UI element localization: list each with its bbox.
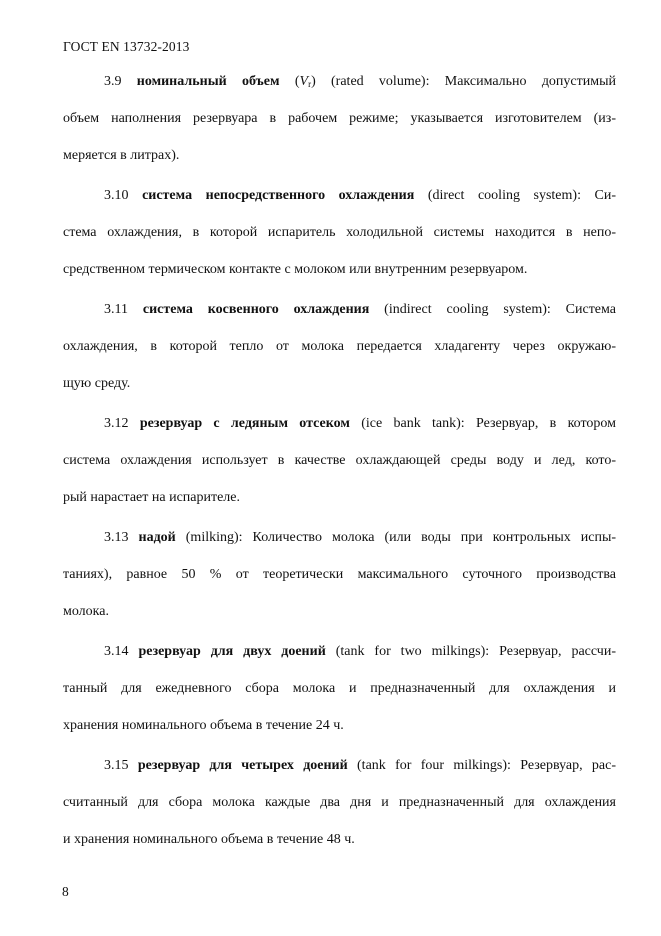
document-header: ГОСТ EN 13732-2013 — [63, 39, 190, 54]
definition-line: рый нарастает на испарителе. — [63, 490, 241, 505]
definition-first-line — [63, 519, 616, 556]
definition-line: танный для ежедневного сбора молока и предназначенный для охлаждения и — [63, 681, 616, 696]
definition-first-line — [63, 177, 616, 214]
definition-text: (tank for four milkings): Резервуар, рас- — [347, 758, 617, 773]
definition-term: резервуар для четырех доений — [137, 758, 348, 773]
definition-line: объем наполнения резервуара в рабочем режиме; указывается изготовителем (из- — [63, 111, 616, 126]
definition-line: хранения номинального объема в течение 24 ч. — [63, 718, 344, 733]
definition-entry — [63, 291, 616, 402]
page-number: 8 — [62, 884, 69, 899]
definition-entry — [63, 633, 616, 744]
definition-entry — [63, 747, 616, 858]
definition-number: 3.9 — [104, 74, 122, 89]
definition-number: 3.14 — [104, 644, 129, 659]
definition-term: номинальный объем — [136, 74, 280, 89]
definitions-list — [63, 63, 616, 861]
definition-entry — [63, 63, 616, 174]
symbol-bracket: ( — [279, 74, 300, 89]
definition-text: (milking): Количество молока (или воды при контрольных испы- — [175, 530, 617, 545]
definition-line: и хранения номинального объема в течение 48 ч. — [63, 832, 355, 847]
definition-first-line — [63, 291, 616, 328]
definition-line: меряется в литрах). — [63, 148, 180, 163]
definition-term: надой — [138, 530, 176, 545]
symbol: V — [299, 74, 309, 89]
definition-line: считанный для сбора молока каждые два дня и предназначенный для охлаждения — [63, 795, 616, 810]
definition-first-line — [63, 747, 616, 784]
definition-entry — [63, 519, 616, 630]
definition-line: охлаждения, в которой тепло от молока передается хладагенту через окружаю- — [63, 339, 616, 354]
definition-text: (ice bank tank): Резервуар, в котором — [349, 416, 616, 431]
definition-entry — [63, 177, 616, 288]
definition-line: средственном термическом контакте с молоком или внутренним резервуаром. — [63, 262, 528, 277]
definition-text: (direct cooling system): Си- — [414, 188, 617, 203]
definition-text: (tank for two milkings): Резервуар, рассчи- — [325, 644, 617, 659]
symbol-subscript: r — [308, 79, 312, 89]
symbol-bracket: ) — [311, 74, 316, 89]
definition-term: резервуар для двух доений — [138, 644, 326, 659]
definition-line: система охлаждения использует в качестве охлаждающей среды воду и лед, кото- — [63, 453, 616, 468]
definition-number: 3.11 — [104, 302, 128, 317]
definition-number: 3.12 — [104, 416, 129, 431]
definition-line: стема охлаждения, в которой испаритель холодильной системы находится в непо- — [63, 225, 616, 240]
definition-term: система непосредственного охлаждения — [142, 188, 415, 203]
definition-number: 3.10 — [104, 188, 129, 203]
definition-line: молока. — [63, 604, 109, 619]
definition-first-line — [63, 63, 616, 100]
definition-number: 3.13 — [104, 530, 129, 545]
definition-first-line — [63, 633, 616, 670]
definition-line: таниях), равное 50 % от теоретически максимального суточного производства — [63, 567, 616, 582]
definition-number: 3.15 — [104, 758, 129, 773]
definition-entry — [63, 405, 616, 516]
definition-term: система косвенного охлаждения — [142, 302, 370, 317]
definition-term: резервуар с ледяным отсеком — [139, 416, 350, 431]
definition-text: (rated volume): Максимально допустимый — [315, 74, 617, 89]
definition-text: (indirect cooling system): Система — [369, 302, 617, 317]
definition-line: щую среду. — [63, 376, 131, 391]
definition-first-line — [63, 405, 616, 442]
